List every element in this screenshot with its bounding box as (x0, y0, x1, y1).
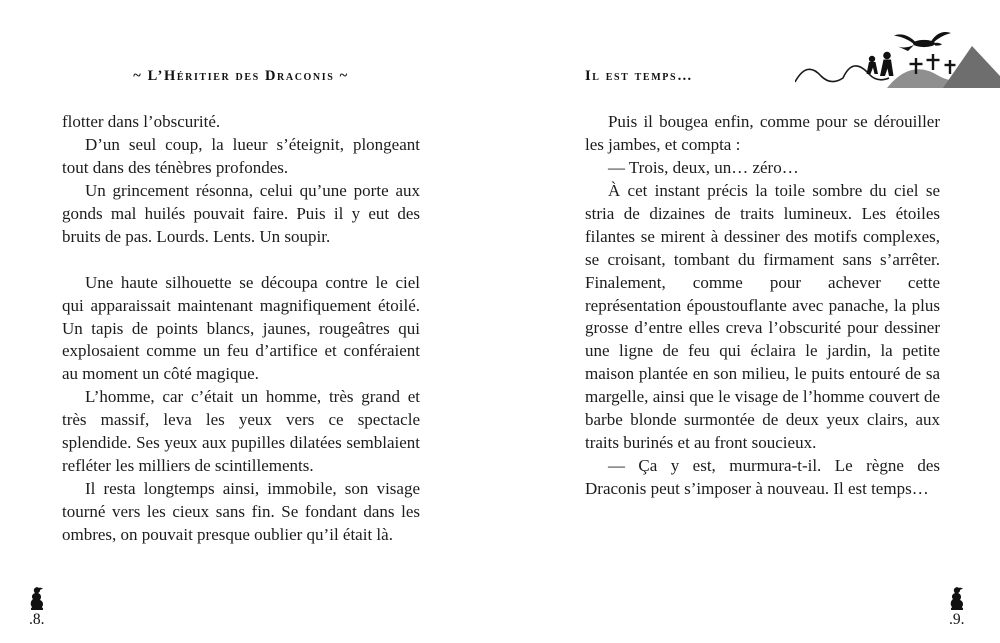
paragraph: L’homme, car c’était un homme, très grand et très massif, leva les yeux vers ce spectacle splendide. Ses yeux aux pupilles dilatées semblaient refléter les milliers de scintillements. (62, 387, 420, 476)
dragon-flying-over-graveyard-hills-illustration (795, 30, 1000, 88)
right-running-head: Il est temps… (585, 68, 694, 84)
left-page-text (62, 111, 420, 547)
dragon-statuette-icon (28, 586, 46, 610)
dragon-statuette-icon (948, 586, 966, 610)
right-page-number: .9. (949, 611, 965, 628)
left-page-footer (28, 586, 46, 629)
paragraph: À cet instant précis la toile sombre du ciel se stria de dizaines de traits lumineux. Les étoiles filantes se mirent à dessiner des motifs complexes, se croisant, tombant du firmament sans s’arrêter. Finalement, comme pour achever cette représentation époustouflante avec panache, la plus grosse d’entre elles creva l’obscurité pour dessiner une ligne de feu qui éclaira le jardin, la petite maison plantée en son milieu, le puits entouré de sa margelle, ainsi que le visage de l’homme couvert de barbe blonde surmontée de deux yeux clairs, aux traits burinés et au front soucieux. (585, 180, 940, 453)
paragraph: D’un seul coup, la lueur s’éteignit, plongeant tout dans des ténèbres profondes. (62, 134, 420, 177)
left-page-number: .8. (29, 611, 45, 628)
paragraph: Un grincement résonna, celui qu’une porte aux gonds mal huilés pouvait faire. Puis il y eut des bruits de pas. Lourds. Lents. Un soupir. (62, 180, 420, 246)
right-page-footer (948, 586, 966, 629)
paragraph: — Trois, deux, un… zéro… (607, 157, 799, 177)
paragraph: — Ça y est, murmura-t-il. Le règne des Draconis peut s’imposer à nouveau. Il est temps… (585, 456, 940, 498)
paragraph: flotter dans l’obscurité. (62, 112, 221, 131)
left-running-head: ~ L’Héritier des Draconis ~ (133, 68, 349, 84)
paragraph: Il resta longtemps ainsi, immobile, son visage tourné vers les cieux sans fin. Se fondant dans les ombres, on pouvait presque oublier qu’il était là. (62, 479, 420, 544)
paragraph: Une haute silhouette se découpa contre le ciel qui apparaissait maintenant magnifiquement étoilé. Un tapis de points blancs, jaunes, rougeâtres qui explosaient comme un feu d’artifice et conféraient au moment un côté magique. (62, 272, 420, 384)
paragraph: Puis il bougea enfin, comme pour se dérouiller les jambes, et compta : (585, 112, 940, 154)
right-page-text (585, 111, 940, 501)
page-right (500, 0, 1000, 643)
